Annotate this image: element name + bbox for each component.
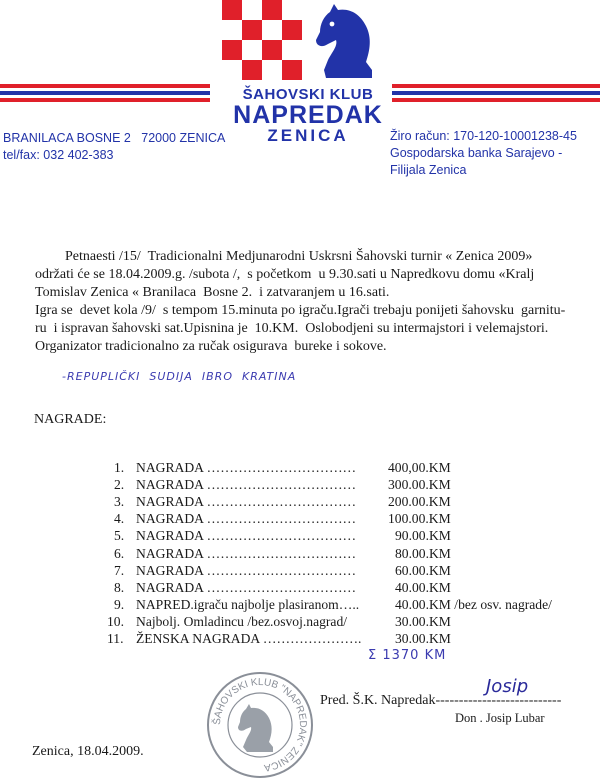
prize-label: NAGRADA …………………………… xyxy=(136,511,357,526)
prize-amount: 300.00.KM xyxy=(388,477,451,492)
club-line-2: NAPREDAK xyxy=(233,101,383,129)
prize-label: NAGRADA …………………………… xyxy=(136,580,357,595)
address: BRANILACA BOSNE 2 72000 ZENICA xyxy=(3,131,226,145)
document-date: Zenica, 18.04.2009. xyxy=(32,744,144,759)
signature: Josip xyxy=(486,676,529,697)
handwritten-total: Σ 1370 KM xyxy=(368,648,447,663)
body-line: Petnaesti /15/ Tradicionalni Medjunarodni Uskrsni Šahovski turnir « Zenica 2009» xyxy=(65,249,533,264)
prize-num: 5. xyxy=(114,528,125,543)
stamp-text: ŠAHOVSKI KLUB "NAPREDAK" ZENICA xyxy=(211,676,309,773)
prize-label: NAGRADA …………………………… xyxy=(136,460,357,475)
prize-num: 7. xyxy=(114,563,125,578)
account-number: Žiro račun: 170-120-10001238-45 xyxy=(390,129,577,143)
bank-name: Gospodarska banka Sarajevo - Filijala Zenica xyxy=(390,146,563,177)
prize-num: 4. xyxy=(114,511,125,526)
prize-amount: 90.00.KM xyxy=(395,528,451,543)
prize-label: NAGRADA …………………………… xyxy=(136,477,357,492)
prize-amount: 40.00.KM /bez osv. nagrade/ xyxy=(395,597,552,612)
prize-num: 10. xyxy=(107,614,124,629)
body-line: održati će se 18.04.2009.g. /subota /, s početkom u 9.30.sati u Napredkovu domu «Kralj xyxy=(35,267,535,282)
body-line: Tomislav Zenica « Branilaca Bosne 2. i zatvaranjem u 16.sati. xyxy=(35,285,390,300)
prize-label: NAGRADA …………………………… xyxy=(136,494,357,509)
prize-num: 6. xyxy=(114,546,125,561)
prize-num: 11. xyxy=(107,631,124,646)
prize-amount: 30.00.KM xyxy=(395,631,451,646)
club-stamp xyxy=(205,670,315,780)
prize-label: NAGRADA …………………………… xyxy=(136,528,357,543)
prize-amount: 60.00.KM xyxy=(395,563,451,578)
prize-label: Najbolj. Omladincu /bez.osvoj.nagrad/ xyxy=(136,614,348,629)
prize-amount: 80.00.KM xyxy=(395,546,451,561)
prize-label: NAPRED.igraču najbolje plasiranom….. xyxy=(136,597,360,612)
body-line: Organizator tradicionalno za ručak osigurava bureke i sokove. xyxy=(35,339,387,354)
prize-amount: 30.00.KM xyxy=(395,614,451,629)
signatory-line: Pred. Š.K. Napredak--------------------------- xyxy=(320,693,562,708)
prize-label: NAGRADA …………………………… xyxy=(136,546,357,561)
club-line-1: ŠAHOVSKI KLUB xyxy=(242,86,374,103)
prize-num: 3. xyxy=(114,494,125,509)
prize-num: 9. xyxy=(114,597,125,612)
telfax: tel/fax: 032 402-383 xyxy=(3,148,114,162)
prize-amount: 400,00.KM xyxy=(388,460,451,475)
prize-label: ŽENSKA NAGRADA …………………. xyxy=(136,631,362,646)
prize-num: 2. xyxy=(114,477,125,492)
prize-num: 8. xyxy=(114,580,125,595)
prize-num: 1. xyxy=(114,460,125,475)
body-line: Igra se devet kola /9/ s tempom 15.minuta po igraču.Igrači trebaju ponijeti šahovsku garnitu- xyxy=(35,303,566,318)
prize-label: NAGRADA …………………………… xyxy=(136,563,357,578)
prize-amount: 40.00.KM xyxy=(395,580,451,595)
body-line: ru i ispravan šahovski sat.Upisnina je 10.KM. Oslobodjeni su intermajstori i velemajstori. xyxy=(35,321,549,336)
prize-amount: 100.00.KM xyxy=(388,511,451,526)
club-line-3: ZENICA xyxy=(267,126,349,145)
signatory-name: Don . Josip Lubar xyxy=(455,711,545,725)
prize-amount: 200.00.KM xyxy=(388,494,451,509)
prizes-heading: NAGRADE: xyxy=(34,412,107,427)
handwritten-referee-note: -REPUPLIČKI SUDIJA IBRO KRATINA xyxy=(62,370,297,383)
